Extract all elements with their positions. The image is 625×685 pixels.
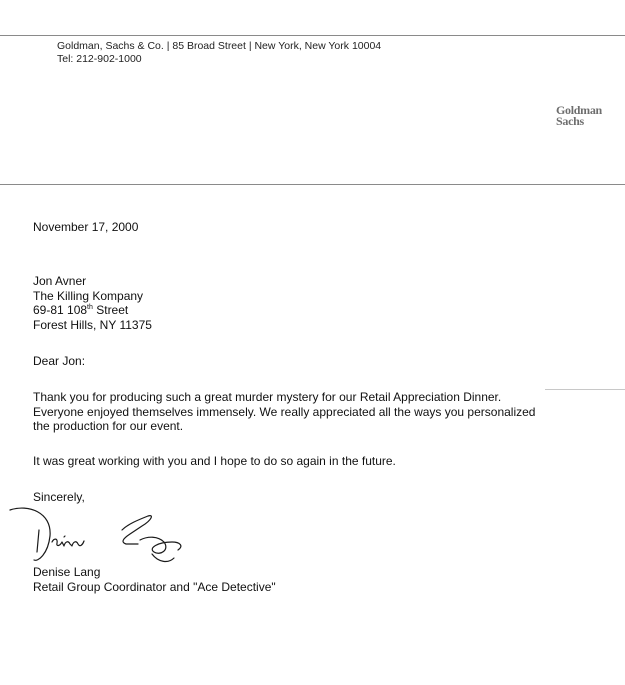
paragraph-1-line-2: Everyone enjoyed themselves immensely. We really appreciated all the ways you personalized: [33, 404, 536, 419]
recipient-city: Forest Hills, NY 11375: [33, 317, 152, 332]
paragraph-1-line-1: Thank you for producing such a great murder mystery for our Retail Appreciation Dinner.: [33, 390, 502, 404]
salutation: Dear Jon:: [33, 354, 86, 368]
body-paragraph-2: It was great working with you and I hope to do so again in the future.: [33, 454, 396, 468]
recipient-name: Jon Avner: [33, 274, 87, 288]
letterhead-bottom-rule: [0, 184, 625, 185]
recipient-street: [33, 303, 152, 318]
street-ordinal: th: [87, 304, 93, 311]
goldman-sachs-logo: [556, 105, 614, 127]
signer-block: [33, 565, 276, 594]
paragraph-1-line-3: the production for our event.: [33, 419, 184, 433]
street-number: 69-81 108: [33, 303, 88, 317]
logo-line-1: Goldman: [556, 103, 602, 117]
signer-name: Denise Lang: [33, 565, 101, 579]
letterhead-address: Goldman, Sachs & Co. | 85 Broad Street | New York, New York 10004: [57, 40, 382, 52]
logo-line-2: Sachs: [556, 114, 584, 128]
closing: Sincerely,: [33, 490, 85, 504]
street-name: Street: [92, 303, 129, 317]
recipient-company: The Killing Kompany: [33, 288, 144, 303]
handwritten-signature: [8, 502, 188, 570]
letterhead-top-rule: [0, 35, 625, 36]
signer-title: Retail Group Coordinator and "Ace Detective": [33, 579, 276, 594]
letter-date: November 17, 2000: [33, 220, 139, 234]
letterhead-telephone: Tel: 212-902-1000: [57, 53, 142, 65]
scan-artifact-line: [545, 389, 625, 390]
body-paragraph-1: [33, 390, 535, 434]
recipient-address-block: [33, 274, 152, 332]
